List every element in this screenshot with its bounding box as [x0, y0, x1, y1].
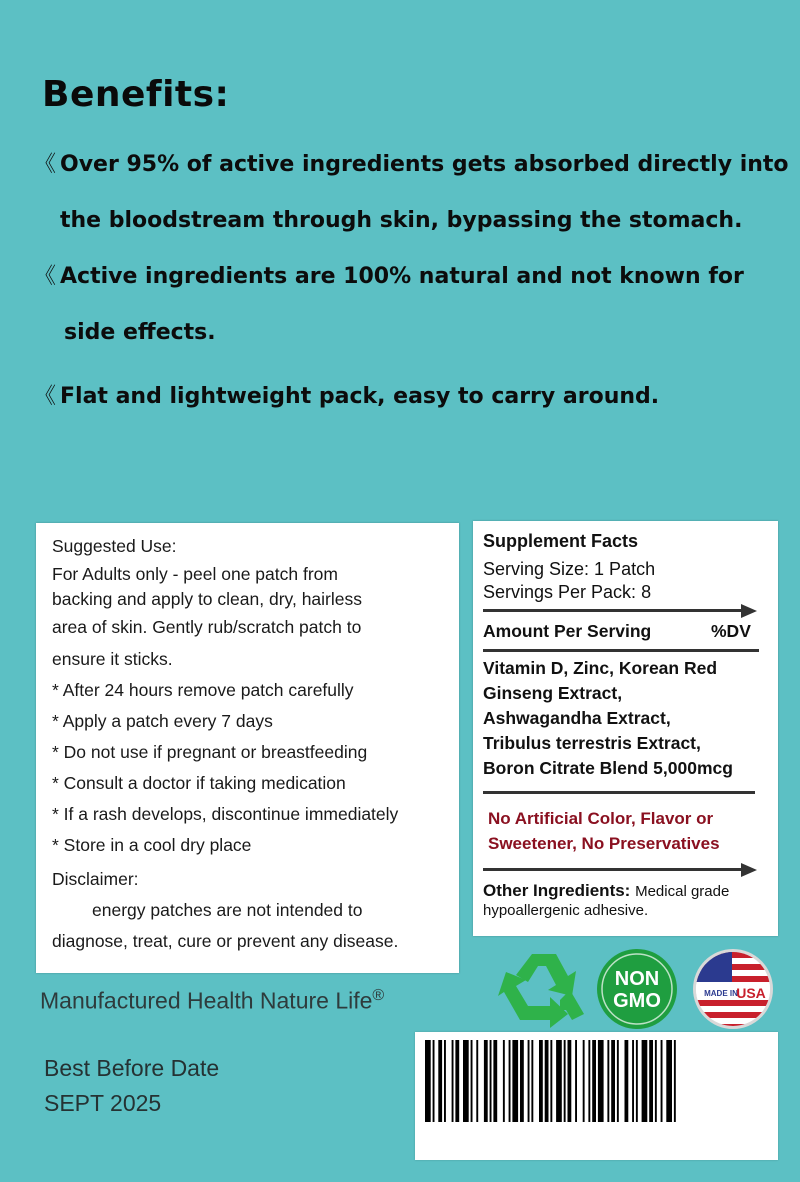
ingredient-line: Ginseng Extract,: [483, 683, 623, 703]
serving-size: Serving Size: 1 Patch: [483, 559, 656, 579]
barcode-bar: [607, 1040, 609, 1122]
divider-line: [483, 868, 745, 871]
barcode-bar: [564, 1040, 566, 1122]
amount-per-serving: Amount Per Serving: [483, 621, 652, 641]
barcode-bar: [444, 1040, 446, 1122]
barcode-bar: [592, 1040, 596, 1122]
usage-bullet: * Apply a patch every 7 days: [52, 711, 273, 731]
barcode-bar: [425, 1040, 431, 1122]
ingredient-line: Vitamin D, Zinc, Korean Red: [483, 658, 718, 678]
benefits-title: Benefits:: [42, 74, 230, 115]
other-ingredients-label: Other Ingredients:: [483, 881, 631, 900]
barcode-bar: [531, 1040, 533, 1122]
barcode-bar: [520, 1040, 524, 1122]
barcode-bar: [476, 1040, 478, 1122]
barcode-bar: [550, 1040, 552, 1122]
divider-line: [483, 609, 745, 612]
bullet-mark: 《: [34, 264, 57, 289]
made-in-usa-badge: [692, 948, 774, 1030]
barcode-bar: [568, 1040, 572, 1122]
barcode-bar: [539, 1040, 543, 1122]
best-before-date: SEPT 2025: [44, 1090, 162, 1116]
barcode-bar: [636, 1040, 638, 1122]
barcode-bar: [490, 1040, 492, 1122]
divider-line: [483, 649, 759, 652]
suggested-use-text: For Adults only - peel one patch from: [52, 564, 338, 584]
barcode-bar: [611, 1040, 615, 1122]
non-gmo-text: NON: [614, 968, 660, 990]
manufacturer: [40, 987, 384, 1015]
best-before-label: Best Before Date: [44, 1055, 220, 1081]
made-in-text: MADE IN: [704, 989, 738, 998]
manufacturer-name: Manufactured Health Nature Life: [40, 987, 373, 1014]
benefit-item: [34, 249, 744, 361]
ingredient-line: Boron Citrate Blend 5,000mcg: [483, 758, 733, 778]
barcode-bar: [484, 1040, 488, 1122]
ingredient-line: Tribulus terrestris Extract,: [483, 733, 701, 753]
barcode-bar: [666, 1040, 672, 1122]
bullet-mark: 《: [34, 384, 57, 409]
barcode-bar: [617, 1040, 619, 1122]
benefit-line: the bloodstream through skin, bypassing the stomach.: [60, 208, 743, 233]
usage-bullet: * If a rash develops, discontinue immediately: [52, 804, 399, 824]
barcode-bar: [545, 1040, 549, 1122]
barcode-bar: [649, 1040, 653, 1122]
ingredient-line: Ashwagandha Extract,: [483, 708, 671, 728]
barcode-bar: [588, 1040, 590, 1122]
usage-bullet: * After 24 hours remove patch carefully: [52, 680, 354, 700]
free-from-line: No Artificial Color, Flavor or: [488, 809, 714, 828]
non-gmo-text: GMO: [613, 990, 661, 1012]
divider-line: [483, 791, 755, 794]
usa-text: USA: [736, 985, 766, 1001]
barcode-bar: [528, 1040, 530, 1122]
disclaimer-text: diagnose, treat, cure or prevent any disease.: [52, 931, 399, 951]
dv-label: %DV: [711, 621, 751, 641]
benefit-item: [34, 369, 659, 425]
recycle-icon: [498, 948, 590, 1030]
suggested-use-card: [36, 523, 459, 973]
barcode-bar: [455, 1040, 459, 1122]
suggested-use-text: backing and apply to clean, dry, hairless: [52, 589, 362, 609]
barcode-bar: [556, 1040, 562, 1122]
barcode: [415, 1032, 778, 1160]
barcode-bar: [625, 1040, 629, 1122]
registered-mark: ®: [372, 987, 385, 1004]
barcode-bar: [655, 1040, 657, 1122]
free-from-line: Sweetener, No Preservatives: [488, 834, 720, 853]
barcode-bar: [661, 1040, 663, 1122]
barcode-bar: [598, 1040, 604, 1122]
supplement-facts-card: [473, 521, 778, 936]
arrow-icon: [741, 863, 757, 877]
barcode-bar: [642, 1040, 648, 1122]
usage-bullet: * Consult a doctor if taking medication: [52, 773, 346, 793]
barcode-bar: [575, 1040, 577, 1122]
other-ingredients-value: hypoallergenic adhesive.: [483, 902, 649, 919]
suggested-use-heading: Suggested Use:: [52, 536, 177, 556]
benefit-line: Active ingredients are 100% natural and not known for: [60, 264, 744, 289]
barcode-bar: [471, 1040, 473, 1122]
supplement-facts-title: Supplement Facts: [483, 531, 639, 551]
barcode-bar: [503, 1040, 505, 1122]
barcode-bar: [493, 1040, 497, 1122]
barcode-bar: [509, 1040, 511, 1122]
other-ingredients: [483, 881, 729, 901]
barcode-bar: [433, 1040, 435, 1122]
benefit-line: Flat and lightweight pack, easy to carry around.: [60, 384, 660, 409]
benefit-item: [34, 137, 789, 249]
usage-bullet: * Do not use if pregnant or breastfeeding: [52, 742, 368, 762]
barcode-bars: [415, 1032, 778, 1160]
barcode-bar: [452, 1040, 454, 1122]
barcode-bar: [674, 1040, 676, 1122]
disclaimer-text: energy patches are not intended to: [92, 900, 363, 920]
disclaimer-heading: Disclaimer:: [52, 869, 139, 889]
arrow-icon: [741, 604, 757, 618]
barcode-bar: [463, 1040, 469, 1122]
suggested-use-text: ensure it sticks.: [52, 649, 173, 669]
servings-per-pack: Servings Per Pack: 8: [483, 582, 652, 602]
barcode-bar: [632, 1040, 634, 1122]
non-gmo-badge: [594, 946, 680, 1032]
other-ingredients-value: Medical grade: [635, 883, 730, 900]
benefit-line: side effects.: [64, 320, 216, 345]
barcode-bar: [438, 1040, 442, 1122]
barcode-bar: [512, 1040, 518, 1122]
suggested-use-text: area of skin. Gently rub/scratch patch to: [52, 617, 362, 637]
usage-bullet: * Store in a cool dry place: [52, 835, 252, 855]
benefit-line: Over 95% of active ingredients gets absorbed directly into: [60, 152, 789, 177]
barcode-bar: [583, 1040, 585, 1122]
bullet-mark: 《: [34, 152, 57, 177]
